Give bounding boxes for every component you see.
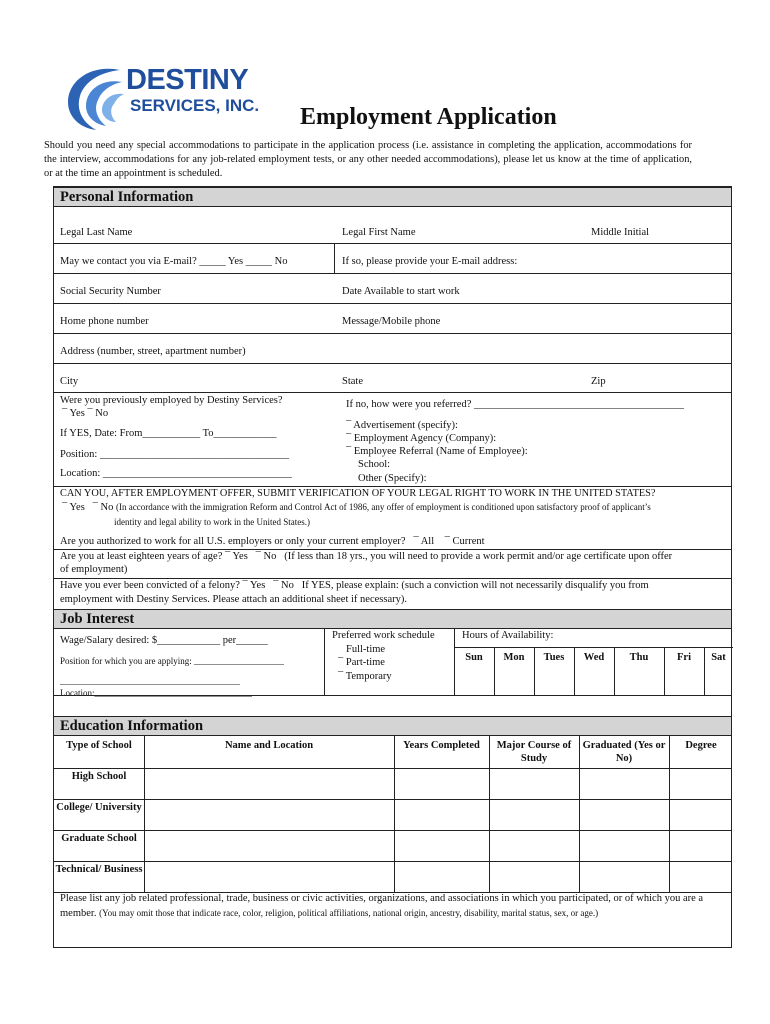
schedule-part-time[interactable]: ¯ Part-time (338, 657, 385, 668)
edu-col-0: Type of School (66, 740, 132, 751)
verification-note: (In accordance with the immigration Reform and Control Act of 1986, any offer of employment is conditioned upon satisfactory proof of applicant’s (116, 502, 651, 512)
prev-employed-dates[interactable]: If YES, Date: From___________ To____________ (60, 428, 277, 439)
date-available-field[interactable]: Date Available to start work (342, 286, 460, 297)
home-phone-field[interactable]: Home phone number (60, 316, 149, 327)
prev-employed-options[interactable]: ¯ Yes ¯ No (62, 408, 109, 419)
middle-initial-field[interactable]: Middle Initial (591, 227, 650, 238)
referral-other[interactable]: Other (Specify): (358, 473, 427, 484)
hours-availability-label: Hours of Availability: (462, 630, 554, 641)
day-sat[interactable]: Sat (711, 652, 726, 663)
prev-employed-yes[interactable]: Yes (69, 408, 85, 419)
prev-employed-no[interactable]: No (95, 408, 109, 419)
page-title: Employment Application (300, 104, 557, 130)
company-logo (62, 62, 262, 132)
city-field[interactable]: City (60, 376, 79, 387)
section-header-education: Education Information (54, 716, 731, 736)
referral-question[interactable]: If no, how were you referred? ________________________________________ (346, 399, 684, 410)
schedule-full-time[interactable]: Full-time (346, 644, 386, 655)
edu-col-2: Years Completed (403, 740, 480, 751)
address-field[interactable]: Address (number, street, apartment number) (60, 346, 246, 357)
prev-position-field[interactable]: Position: ____________________________________ (60, 449, 289, 460)
day-tues[interactable]: Tues (543, 652, 565, 663)
accommodations-notice: Should you need any special accommodations to participate in the application process (i.e. assistance in completing the application, accommodations for the interview, accommodations for any job-related employment tests, or any other needed accommodations), please let us know at the time of application, or at the time an appointment is scheduled. (44, 140, 692, 179)
preferred-schedule-label: Preferred work schedule (332, 630, 435, 641)
zip-field[interactable]: Zip (591, 376, 606, 387)
swirl-logo-icon (62, 62, 126, 132)
application-form (53, 186, 732, 948)
section-header-job: Job Interest (54, 609, 731, 629)
edu-row-label: High School (71, 771, 127, 782)
referral-agency[interactable]: ¯ Employment Agency (Company): (346, 433, 497, 444)
verification-note-2: identity and legal ability to work in the United States.) (114, 517, 310, 527)
prev-location-field[interactable]: Location: ____________________________________ (60, 468, 292, 479)
age-question[interactable]: Are you at least eighteen years of age? ¯ Yes ¯ No (If less than 18 yrs., you will need to provide a work permit and/or age certificate upon offer (60, 551, 673, 562)
referral-employee[interactable]: ¯ Employee Referral (Name of Employee): (346, 446, 528, 457)
referral-school[interactable]: School: (358, 459, 391, 470)
edu-row-label: Graduate School (61, 833, 137, 844)
activities-prompt[interactable]: Please list any job related professional, trade, business or civic activities, organizations, and associations in which you participated, or of which you are a member. (You may omit those that indicate race, color, religion, political affiliations, national origin, ancestry, disability, marital status, sex, or age.) (60, 893, 704, 919)
day-sun[interactable]: Sun (465, 652, 483, 663)
edu-col-1: Name and Location (224, 740, 314, 751)
logo-text-destiny: DESTINY (126, 64, 249, 96)
ssn-field[interactable]: Social Security Number (60, 286, 161, 297)
day-mon[interactable]: Mon (503, 652, 525, 663)
section-header-personal: Personal Information (54, 187, 731, 207)
edu-col-3: Major Course of Study (496, 740, 572, 764)
mobile-phone-field[interactable]: Message/Mobile phone (342, 316, 441, 327)
contact-email-question[interactable]: May we contact you via E-mail? _____ Yes _____ No (60, 256, 288, 267)
edu-row-label: Technical/ Business (55, 864, 143, 875)
day-wed[interactable]: Wed (583, 652, 605, 663)
edu-col-5: Degree (685, 740, 717, 751)
verification-options[interactable]: ¯ Yes ¯ No (In accordance with the immigration Reform and Control Act of 1986, any offer of employment is conditioned upon satisfactory proof of applicant’s (62, 502, 651, 513)
position-continued-line[interactable]: ________________________________________ (60, 676, 240, 686)
previously-employed-question: Were you previously employed by Destiny Services? (60, 395, 283, 406)
felony-note-2: employment with Destiny Services. Please attach an additional sheet if necessary). (60, 594, 407, 605)
schedule-temporary[interactable]: ¯ Temporary (338, 671, 392, 682)
legal-last-name-field[interactable]: Legal Last Name (60, 227, 133, 238)
edu-row-label: College/ University (56, 802, 142, 813)
logo-text-services: SERVICES, INC. (130, 96, 260, 115)
legal-first-name-field[interactable]: Legal First Name (342, 227, 416, 238)
wage-field[interactable]: Wage/Salary desired: $____________ per______ (60, 635, 268, 646)
edu-col-4: Graduated (Yes or No) (582, 740, 666, 764)
day-thu[interactable]: Thu (629, 652, 649, 663)
email-address-field[interactable]: If so, please provide your E-mail address: (342, 256, 518, 267)
job-location-field[interactable]: Location:___________________________________ (60, 688, 252, 698)
work-verification-question: CAN YOU, AFTER EMPLOYMENT OFFER, SUBMIT VERIFICATION OF YOUR LEGAL RIGHT TO WORK IN THE UNITED STATES? (60, 488, 656, 499)
day-fri[interactable]: Fri (677, 652, 691, 663)
work-authorization-question[interactable]: Are you authorized to work for all U.S. employers or only your current employer? ¯ All ¯ Current (60, 536, 485, 547)
referral-advertisement[interactable]: ¯ Advertisement (specify): (346, 420, 458, 431)
age-note-2: of employment) (60, 564, 128, 575)
position-applying-field[interactable]: Position for which you are applying: ____________________ (60, 656, 284, 666)
felony-question[interactable]: Have you ever been convicted of a felony? ¯ Yes ¯ No If YES, please explain: (such a conviction will not necessarily disqualify you from (60, 580, 649, 591)
state-field[interactable]: State (342, 376, 363, 387)
